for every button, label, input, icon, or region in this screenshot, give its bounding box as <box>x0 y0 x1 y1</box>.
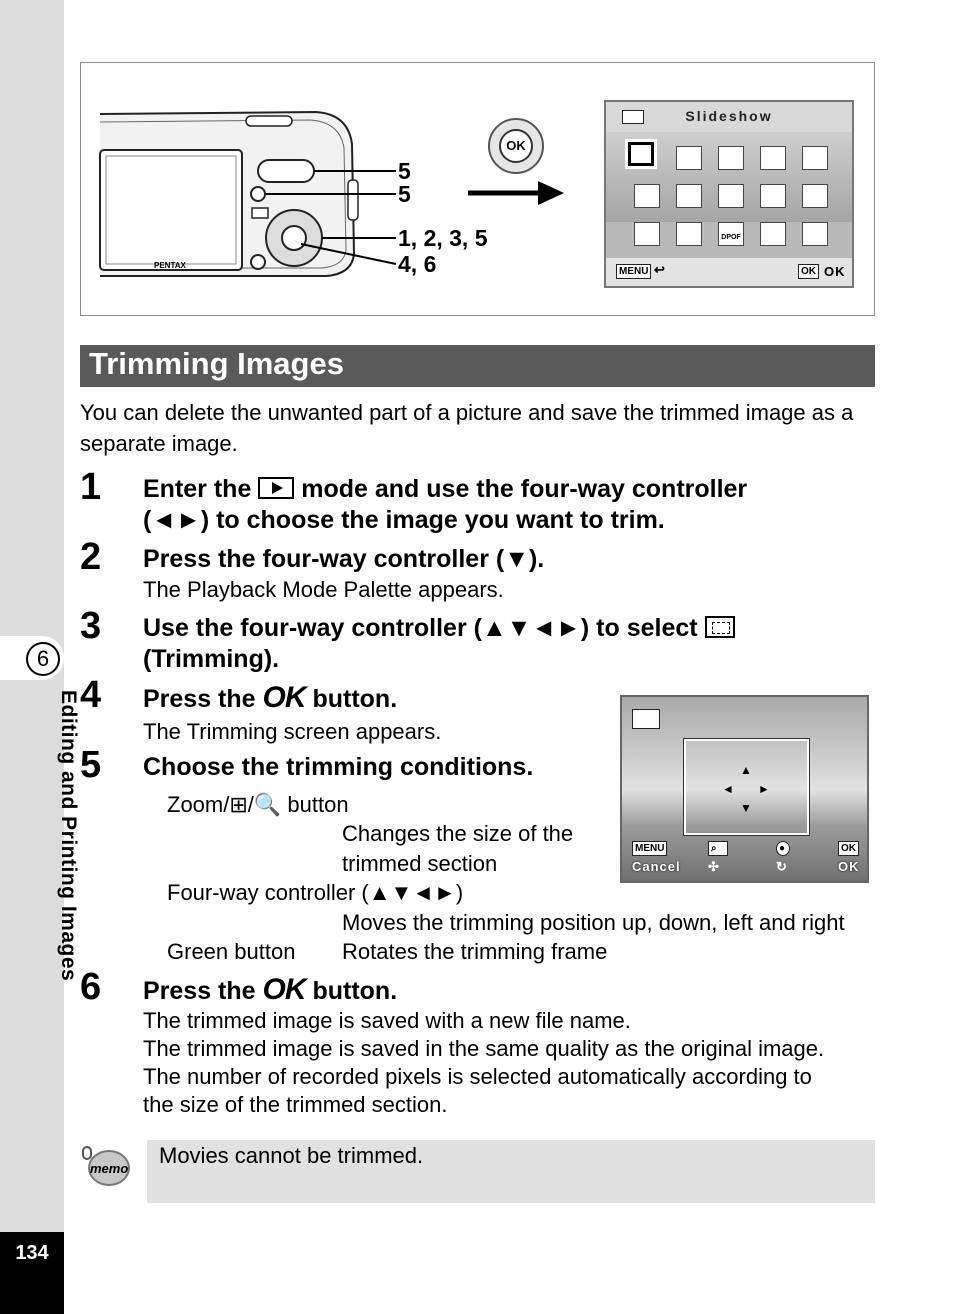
ok-chip-text: OK <box>824 264 846 279</box>
step-1-heading-c: (◄►) to choose the image you want to trim. <box>143 506 665 534</box>
step-6-number: 6 <box>80 966 102 1008</box>
step-3-number: 3 <box>80 605 102 647</box>
ok-glyph: OK <box>262 973 306 1006</box>
playback-icon <box>258 477 294 499</box>
cancel-label: Cancel <box>632 859 681 874</box>
memo-icon <box>82 1146 130 1188</box>
trimming-frame <box>684 739 809 835</box>
protect-icon <box>676 222 702 246</box>
trim-ok-label: OK <box>838 859 860 874</box>
camera-illustration <box>96 104 416 284</box>
back-icon: ↩ <box>654 262 666 277</box>
voice-memo-icon <box>634 222 660 246</box>
rotate-icon <box>802 146 828 170</box>
step-6-heading <box>143 974 397 1007</box>
section-title: Trimming Images <box>89 346 344 381</box>
step-5-number: 5 <box>80 744 102 786</box>
trimming-icon <box>705 616 735 638</box>
step-5-row-1-desc-2: trimmed section <box>342 851 498 876</box>
ok-button-label: OK <box>499 129 533 163</box>
dpof-icon: DPOF <box>718 222 744 246</box>
step-5-row-3-desc-1: Rotates the trimming frame <box>342 939 608 964</box>
step-1-heading-b: mode and use the four-way controller <box>301 475 748 503</box>
step-4-heading-b: button. <box>312 685 398 713</box>
step-5-row-1-desc-1: Changes the size of the <box>342 821 574 846</box>
trim-ok-chip: OK <box>838 841 859 856</box>
trim-menu-chip: MENU <box>632 841 667 856</box>
callout-1: 5 <box>398 158 411 184</box>
arrow-right-icon <box>466 178 566 208</box>
step-6-heading-a: Press the <box>143 977 256 1005</box>
step-1-heading-a: Enter the <box>143 475 252 503</box>
brightness-icon <box>676 184 702 208</box>
step-5-row-2-desc-1: Moves the trimming position up, down, left and right <box>342 910 845 935</box>
menu-chip: MENU <box>616 264 651 279</box>
step-5-row-2-label: Four-way controller (▲▼◄►) <box>167 880 464 905</box>
digital-filter-icon <box>634 184 660 208</box>
red-eye-icon <box>802 184 828 208</box>
step-6-body-line-2: The trimmed image is saved in the same quality as the original image. <box>143 1036 825 1061</box>
step-3-heading-a: Use the four-way controller (▲▼◄►) to select <box>143 614 698 642</box>
step-4-heading <box>143 682 397 715</box>
ok-button-icon <box>488 118 544 174</box>
step-3-heading-b: (Trimming). <box>143 645 280 673</box>
step-2-heading: Press the four-way controller (▼). <box>143 545 545 573</box>
trimming-icon <box>718 146 744 170</box>
start-up-screen-icon <box>802 222 828 246</box>
step-6-body-line-4: the size of the trimmed section. <box>143 1092 448 1117</box>
step-6-body-line-3: The number of recorded pixels is selected automatically according to <box>143 1064 812 1089</box>
memo-text: Movies cannot be trimmed. <box>159 1143 424 1168</box>
resize-icon <box>676 146 702 170</box>
step-4-number: 4 <box>80 674 102 716</box>
up-arrow-icon: ▲ <box>740 763 752 777</box>
left-arrow-icon: ◄ <box>722 782 734 796</box>
step-2-number: 2 <box>80 536 102 578</box>
chapter-number: 6 <box>26 642 60 676</box>
copy-icon <box>760 146 786 170</box>
down-arrow-icon: ▼ <box>740 801 752 815</box>
step-4-body: The Trimming screen appears. <box>143 719 442 744</box>
lcd-title: Slideshow <box>685 108 773 124</box>
right-arrow-icon: ► <box>758 782 770 796</box>
zoom-icon: ⌕ <box>708 841 728 856</box>
green-button-icon: ● <box>776 841 790 856</box>
favorite-icon <box>760 184 786 208</box>
step-2-body: The Playback Mode Palette appears. <box>143 577 504 602</box>
intro-text: You can delete the unwanted part of a picture and save the trimmed image as a separate image. <box>80 400 854 456</box>
step-6-body-line-1: The trimmed image is saved with a new file name. <box>143 1008 631 1033</box>
rotate-frame-icon: ↻ <box>776 859 788 874</box>
step-1-number: 1 <box>80 466 102 508</box>
trimming-screen <box>620 695 869 883</box>
image-recovery-icon <box>760 222 786 246</box>
playback-palette-screen <box>604 100 854 288</box>
camera-brand: PENTAX <box>154 261 186 270</box>
step-4-heading-a: Press the <box>143 685 256 713</box>
step-5-heading: Choose the trimming conditions. <box>143 753 534 781</box>
memo-icon-label: memo <box>88 1150 130 1186</box>
callout-4: 4, 6 <box>398 251 437 277</box>
slideshow-icon <box>628 142 654 166</box>
move-icon: ✣ <box>708 859 720 874</box>
step-6-heading-b: button. <box>312 977 398 1005</box>
trimming-mode-icon <box>632 709 660 729</box>
step-3-heading <box>143 613 735 644</box>
callout-3: 1, 2, 3, 5 <box>398 225 488 251</box>
step-5-row-1-label: Zoom/⊞/🔍 button <box>167 792 349 817</box>
step-1-heading <box>143 474 747 505</box>
ok-chip: OK <box>798 264 819 279</box>
step-5-row-3-label: Green button <box>167 939 296 964</box>
ok-glyph: OK <box>262 681 306 714</box>
frame-composite-icon <box>718 184 744 208</box>
page-number: 134 <box>15 1242 49 1264</box>
chapter-title: Editing and Printing Images <box>57 690 80 982</box>
callout-2: 5 <box>398 181 411 207</box>
